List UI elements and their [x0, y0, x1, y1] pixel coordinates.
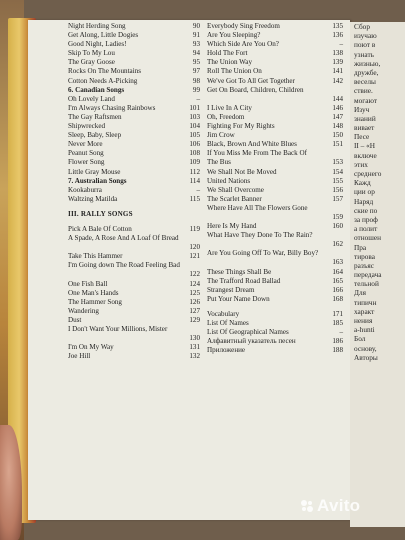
- toc-title: Strangest Dream: [207, 285, 255, 294]
- right-page-line: разъяс: [354, 260, 375, 270]
- toc-title: Are You Going Off To War, Billy Boy?: [207, 249, 319, 258]
- right-page-line: ции ор: [354, 187, 375, 197]
- toc-column-right: [207, 22, 343, 355]
- right-page-line: вивает: [354, 123, 375, 133]
- toc-title: I'm On My Way: [68, 343, 114, 352]
- toc-entry: [207, 346, 343, 355]
- right-page-line: ские по: [354, 205, 378, 215]
- toc-entry: [68, 252, 200, 261]
- toc-entry: [68, 104, 200, 113]
- toc-page-number: 188: [332, 346, 343, 355]
- toc-title: Little Gray Mouse: [68, 167, 121, 176]
- toc-page-number: 186: [332, 337, 343, 346]
- toc-entry: [68, 95, 200, 104]
- toc-page-number: 142: [332, 76, 343, 85]
- right-page-line: этих: [354, 159, 368, 169]
- toc-title: We Shall Not Be Moved: [207, 167, 277, 176]
- right-page-line: нения: [354, 316, 373, 325]
- toc-title: Get On Board, Children, Children: [207, 85, 304, 94]
- right-page-line: Бол: [354, 334, 366, 344]
- toc-entry: [207, 268, 343, 277]
- toc-page-number: –: [339, 328, 343, 337]
- toc-page-number: 104: [189, 122, 200, 131]
- toc-entry: [207, 222, 343, 231]
- toc-title: Sleep, Baby, Sleep: [68, 131, 122, 140]
- toc-page-number: 138: [332, 49, 343, 58]
- right-page-line: дружбе,: [354, 67, 379, 77]
- toc-entry: [207, 249, 343, 267]
- right-page-line: Песе: [354, 132, 370, 142]
- right-page-line: основу,: [354, 343, 377, 353]
- toc-page-number: 91: [192, 31, 200, 40]
- toc-entry: [207, 295, 343, 304]
- right-page-line: ствие.: [354, 86, 373, 96]
- toc-title: Here Is My Hand: [207, 222, 257, 231]
- toc-entry: [207, 31, 343, 40]
- toc-entry: [68, 298, 200, 307]
- right-page-line: Кажд: [354, 178, 371, 188]
- toc-page-number: 132: [189, 352, 200, 361]
- avito-watermark: [300, 496, 360, 516]
- toc-page-number: –: [196, 94, 200, 103]
- book-page-right: [350, 22, 405, 527]
- right-page-line: узнать: [354, 49, 375, 59]
- toc-entry: [207, 113, 343, 122]
- toc-title: What Have They Done To The Rain?: [207, 231, 313, 240]
- avito-logo-icon: [300, 498, 314, 512]
- toc-page-number: 99: [192, 85, 200, 94]
- toc-page-number: 108: [189, 149, 200, 158]
- toc-title: List Of Names: [207, 319, 249, 327]
- toc-page-number: 94: [192, 49, 200, 58]
- toc-entry: [68, 186, 200, 195]
- toc-page-number: 151: [332, 140, 343, 149]
- toc-entry: [207, 49, 343, 58]
- toc-page-number: 101: [189, 103, 200, 112]
- right-page-line: жизнью,: [354, 58, 381, 68]
- right-page-line: включе: [354, 150, 377, 160]
- toc-page-number: 168: [332, 294, 343, 303]
- toc-page-number: 148: [332, 122, 343, 131]
- toc-page-number: 136: [332, 31, 343, 40]
- toc-title: III. RALLY SONGS: [68, 209, 133, 218]
- toc-title: Black, Brown And White Blues: [207, 140, 297, 149]
- toc-entry: [207, 58, 343, 67]
- toc-entry: [207, 195, 343, 204]
- toc-column-left: [68, 22, 200, 361]
- toc-entry: [207, 149, 343, 167]
- toc-page-number: 164: [332, 267, 343, 276]
- toc-page-number: 105: [189, 131, 200, 140]
- toc-page-number: 98: [192, 76, 200, 85]
- right-page-line: тельной: [354, 279, 379, 289]
- toc-title: Алфавитный указатель песен: [207, 337, 296, 346]
- toc-entry: [207, 310, 343, 319]
- right-page-line: Сбор: [354, 22, 370, 31]
- toc-title: 6. Canadian Songs: [68, 85, 125, 94]
- toc-entry: [68, 49, 200, 58]
- toc-entry: [207, 286, 343, 295]
- toc-page-number: 160: [332, 222, 343, 231]
- toc-page-number: 131: [189, 343, 200, 352]
- toc-entry: [68, 131, 200, 140]
- toc-page-number: 103: [189, 112, 200, 121]
- toc-title: Rocks On The Mountains: [68, 67, 141, 76]
- toc-title: Vocabulary: [207, 309, 240, 318]
- toc-title: Kookaburra: [68, 185, 102, 194]
- toc-page-number: 166: [332, 285, 343, 294]
- toc-title: Roll The Union On: [207, 67, 262, 76]
- toc-page-number: 135: [332, 22, 343, 30]
- toc-entry: [68, 77, 200, 86]
- toc-title: Get Along, Little Dogies: [68, 31, 139, 40]
- right-page-line: среднего: [354, 169, 382, 178]
- toc-entry: [68, 316, 200, 325]
- right-page-line: Для: [354, 288, 366, 298]
- toc-entry: [207, 22, 343, 31]
- right-page-line: Пра: [354, 242, 367, 252]
- toc-page-number: 141: [332, 67, 343, 76]
- right-page-line: а полит: [354, 224, 378, 234]
- toc-page-number: 112: [189, 167, 200, 176]
- toc-entry: [207, 77, 343, 86]
- toc-page-number: 150: [332, 131, 343, 140]
- toc-entry: [68, 40, 200, 49]
- toc-heading: [68, 177, 200, 186]
- right-page-line: знаний: [354, 113, 376, 123]
- toc-title: List Of Geographical Names: [207, 328, 289, 337]
- right-page-line: поют в: [354, 40, 376, 50]
- toc-title: One Fish Ball: [68, 279, 108, 288]
- toc-page-number: 106: [189, 140, 200, 149]
- toc-entry: [68, 158, 200, 167]
- toc-title: A Spade, A Rose And A Loaf Of Bread: [68, 234, 179, 243]
- right-page-line: типичн: [354, 297, 377, 307]
- toc-title: If You Miss Me From The Back Of The Bus: [207, 149, 307, 167]
- toc-page-number: 127: [189, 306, 200, 315]
- toc-entry: [68, 22, 200, 31]
- toc-title: The Hammer Song: [68, 297, 122, 306]
- toc-title: These Things Shall Be: [207, 267, 272, 276]
- toc-page-number: 121: [189, 252, 200, 261]
- toc-page-number: 114: [189, 176, 200, 185]
- toc-title: Pick A Bale Of Cotton: [68, 224, 132, 233]
- toc-title: Peanut Song: [68, 149, 104, 158]
- right-page-line: тирова: [354, 251, 375, 261]
- toc-entry: [68, 168, 200, 177]
- toc-page-number: 130: [189, 334, 200, 343]
- toc-title: One Man's Hands: [68, 288, 119, 297]
- toc-page-number: 126: [189, 297, 200, 306]
- toc-title: Hold The Fort: [207, 49, 248, 58]
- right-page-line: II – «Н: [354, 141, 376, 151]
- toc-title: The Gray Goose: [68, 58, 115, 67]
- toc-page-number: 109: [189, 158, 200, 167]
- toc-title: We've Got To All Get Together: [207, 76, 295, 85]
- toc-entry: [68, 149, 200, 158]
- toc-entry: [207, 104, 343, 113]
- toc-entry: [207, 131, 343, 140]
- right-page-line: передача: [354, 270, 382, 280]
- toc-page-number: 120: [189, 243, 200, 252]
- toc-entry: [68, 140, 200, 149]
- toc-title: Where Have All The Flowers Gone: [207, 203, 308, 212]
- toc-entry: [207, 328, 343, 337]
- toc-entry: [68, 289, 200, 298]
- toc-title: Skip To My Lou: [68, 49, 115, 58]
- toc-entry: [68, 113, 200, 122]
- right-page-line: a-hunti: [354, 325, 375, 335]
- toc-entry: [68, 352, 200, 361]
- toc-entry: [68, 280, 200, 289]
- toc-page-number: 144: [332, 94, 343, 103]
- toc-title: The Scarlet Banner: [207, 194, 262, 203]
- toc-entry: [68, 122, 200, 131]
- toc-entry: [207, 122, 343, 131]
- toc-entry: [68, 343, 200, 352]
- toc-title: Joe Hill: [68, 352, 91, 361]
- right-page-line: могают: [354, 95, 378, 105]
- toc-entry: [68, 195, 200, 204]
- toc-title: 7. Australian Songs: [68, 176, 127, 185]
- toc-title: We Shall Overcome: [207, 185, 264, 194]
- toc-page-number: 119: [189, 224, 200, 233]
- right-page-line: Авторы: [354, 352, 378, 362]
- toc-page-number: 159: [332, 212, 343, 221]
- toc-page-number: 90: [192, 22, 200, 30]
- toc-entry: [207, 67, 343, 76]
- toc-title: The Trafford Road Ballad: [207, 276, 281, 285]
- toc-title: Cotton Needs A-Picking: [68, 76, 138, 85]
- toc-entry: [207, 40, 343, 49]
- toc-page-number: 139: [332, 58, 343, 67]
- toc-entry: [207, 204, 343, 222]
- toc-page-number: 162: [332, 240, 343, 249]
- toc-title: Shipwrecked: [68, 122, 106, 131]
- toc-page-number: –: [196, 185, 200, 194]
- toc-heading: [68, 86, 200, 95]
- right-page-line: отношен: [354, 233, 382, 243]
- toc-title: The Gay Raftsmen: [68, 112, 122, 121]
- right-page-line: Наряд: [354, 196, 374, 206]
- right-page-line: веселы: [354, 77, 376, 87]
- toc-entry: [68, 58, 200, 67]
- toc-title: Oh Lovely Land: [68, 94, 115, 103]
- toc-page-number: 153: [332, 158, 343, 167]
- toc-entry: [68, 31, 200, 40]
- toc-title: Night Herding Song: [68, 22, 126, 30]
- toc-title: Wandering: [68, 306, 99, 315]
- toc-entry: [207, 140, 343, 149]
- toc-title: I'm Always Chasing Rainbows: [68, 103, 156, 112]
- toc-heading: [68, 210, 200, 219]
- toc-title: Waltzing Matilda: [68, 194, 118, 203]
- toc-entry: [68, 261, 200, 279]
- toc-title: Put Your Name Down: [207, 294, 270, 303]
- right-page-line: характ: [354, 306, 375, 316]
- toc-page-number: 115: [189, 194, 200, 203]
- toc-page-number: 146: [332, 103, 343, 112]
- right-page-line: Изуч: [354, 104, 370, 114]
- toc-entry: [68, 225, 200, 234]
- toc-entry: [207, 168, 343, 177]
- toc-page-number: 165: [332, 276, 343, 285]
- toc-title: Good Night, Ladies!: [68, 40, 127, 49]
- toc-page-number: 93: [192, 40, 200, 49]
- toc-entry: [207, 277, 343, 286]
- toc-title: Flower Song: [68, 158, 105, 167]
- toc-page-number: 122: [189, 270, 200, 279]
- toc-page-number: 97: [192, 67, 200, 76]
- toc-title: Never More: [68, 140, 103, 149]
- toc-page-number: 147: [332, 112, 343, 121]
- right-page-line: изучаю: [354, 31, 377, 41]
- toc-title: Everybody Sing Freedom: [207, 22, 280, 30]
- watermark-text: Avito: [317, 496, 361, 515]
- toc-page-number: 154: [332, 167, 343, 176]
- toc-title: I Don't Want Your Millions, Mister: [68, 325, 168, 333]
- toc-page-number: 163: [332, 258, 343, 267]
- toc-title: Fighting For My Rights: [207, 122, 275, 131]
- toc-title: I'm Going down The Road Feeling Bad: [68, 261, 180, 270]
- toc-entry: [207, 86, 343, 104]
- toc-page-number: 95: [192, 58, 200, 67]
- toc-title: Dust: [68, 315, 82, 324]
- toc-entry: [207, 337, 343, 346]
- toc-page-number: 185: [332, 319, 343, 327]
- toc-title: Приложение: [207, 346, 246, 355]
- toc-title: Oh, Freedom: [207, 112, 245, 121]
- toc-title: United Nations: [207, 176, 251, 185]
- toc-title: Are You Sleeping?: [207, 31, 261, 40]
- toc-page-number: 156: [332, 185, 343, 194]
- toc-entry: [207, 231, 343, 249]
- toc-page-number: 129: [189, 315, 200, 324]
- toc-title: The Union Way: [207, 58, 253, 67]
- toc-entry: [68, 67, 200, 76]
- toc-title: Take This Hammer: [68, 252, 123, 261]
- toc-title: Which Side Are You On?: [207, 40, 279, 49]
- toc-page-number: –: [339, 40, 343, 49]
- toc-entry: [68, 325, 200, 343]
- toc-entry: [207, 186, 343, 195]
- right-page-line: за проф: [354, 214, 378, 224]
- toc-page-number: 124: [189, 279, 200, 288]
- toc-title: Jim Crow: [207, 131, 235, 140]
- toc-title: I Live In A City: [207, 103, 252, 112]
- toc-entry: [68, 307, 200, 316]
- toc-page-number: 171: [332, 309, 343, 318]
- toc-page-number: 157: [332, 194, 343, 203]
- toc-entry: [68, 234, 200, 252]
- toc-entry: [207, 177, 343, 186]
- toc-page-number: 125: [189, 288, 200, 297]
- right-page-text: [354, 22, 405, 362]
- toc-page-number: 155: [332, 176, 343, 185]
- toc-entry: [207, 319, 343, 328]
